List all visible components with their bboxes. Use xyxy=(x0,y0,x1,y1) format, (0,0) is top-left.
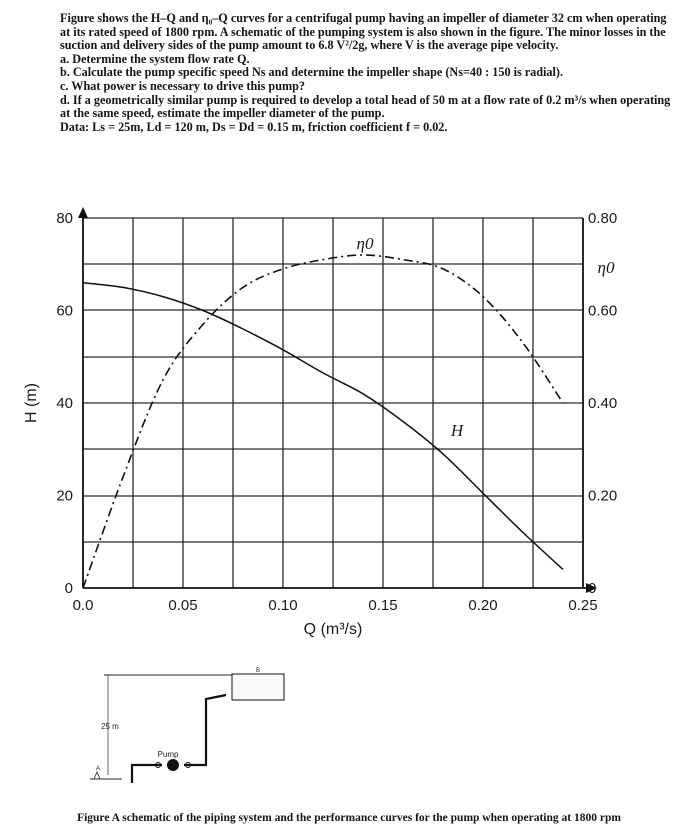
eta-curve-line xyxy=(83,255,563,588)
piping-schematic xyxy=(84,655,304,790)
x-tick-label: 0.10 xyxy=(268,597,298,614)
y-tick-label-right: 0.40 xyxy=(588,395,618,412)
problem-statement xyxy=(60,12,676,134)
x-tick-label: 0.0 xyxy=(72,597,94,614)
problem-part-d: d. If a geometrically similar pump is required to develop a total head of 50 m at a flow rate of 0.2 m³/s when operating at the same speed, estimate the impeller diameter of the pump. xyxy=(60,92,671,121)
pump-icon xyxy=(167,759,179,771)
y-tick-labels-left xyxy=(56,210,73,597)
y-axis-arrow-icon xyxy=(78,207,88,218)
datum-label: A xyxy=(95,766,101,772)
reservoir-label: B xyxy=(255,668,261,674)
h-curve-line xyxy=(83,283,563,570)
y-tick-label-right: 0 xyxy=(588,580,597,597)
y-tick-label-left: 0 xyxy=(64,580,73,597)
performance-chart xyxy=(0,196,691,641)
reservoir-tank xyxy=(232,674,284,700)
delivery-pipe xyxy=(184,695,226,765)
x-tick-label: 0.05 xyxy=(168,597,198,614)
pump-label: Pump xyxy=(157,750,179,759)
y-axis-label-right: η0 xyxy=(597,258,615,277)
y-tick-label-right: 0.20 xyxy=(588,487,618,505)
x-axis-label: Q (m³/s) xyxy=(303,621,363,638)
figure-caption: Figure A schematic of the piping system and the performance curves for the pump when operating at 1800 rpm xyxy=(77,812,621,824)
x-tick-label: 0.25 xyxy=(568,597,598,614)
problem-intro: Figure shows the H–Q and η₀–Q curves for a centrifugal pump having an impeller of diameter 32 cm when operating at its rated speed of 1800 rpm. A schematic of the pumping system is also shown in the figure. The minor losses in the suction and delivery sides of the pump amount to 6.8 V²/2g, where V is the average pipe velocity. xyxy=(60,11,667,53)
y-tick-label-left: 60 xyxy=(56,302,73,320)
problem-part-b: b. Calculate the pump specific speed Ns and determine the impeller shape (Ns=40 : 150 is radial). xyxy=(60,65,564,80)
problem-part-c: c. What power is necessary to drive this pump? xyxy=(60,78,305,93)
axes xyxy=(78,207,597,593)
h-curve-label: H xyxy=(450,421,464,440)
y-tick-label-right: 0.60 xyxy=(588,302,618,320)
height-label: 25 m xyxy=(101,722,119,731)
series-layer xyxy=(83,255,563,588)
y-axis-label-left: H (m) xyxy=(23,383,40,423)
datum-triangle-icon xyxy=(94,772,100,779)
eta-curve-label: η0 xyxy=(356,234,374,253)
problem-data-line: Data: Ls = 25m, Ld = 120 m, Ds = Dd = 0.15 m, friction coefficient f = 0.02. xyxy=(60,119,448,134)
y-tick-label-left: 20 xyxy=(56,487,73,505)
grid-lines xyxy=(83,218,583,588)
x-tick-labels xyxy=(73,597,598,614)
y-tick-label-left: 40 xyxy=(56,395,73,412)
x-tick-label: 0.20 xyxy=(468,597,498,614)
y-tick-label-left: 80 xyxy=(56,210,73,227)
y-tick-label-right: 0.80 xyxy=(588,210,618,227)
x-tick-label: 0.15 xyxy=(368,597,398,614)
problem-part-a: a. Determine the system flow rate Q. xyxy=(60,51,250,66)
